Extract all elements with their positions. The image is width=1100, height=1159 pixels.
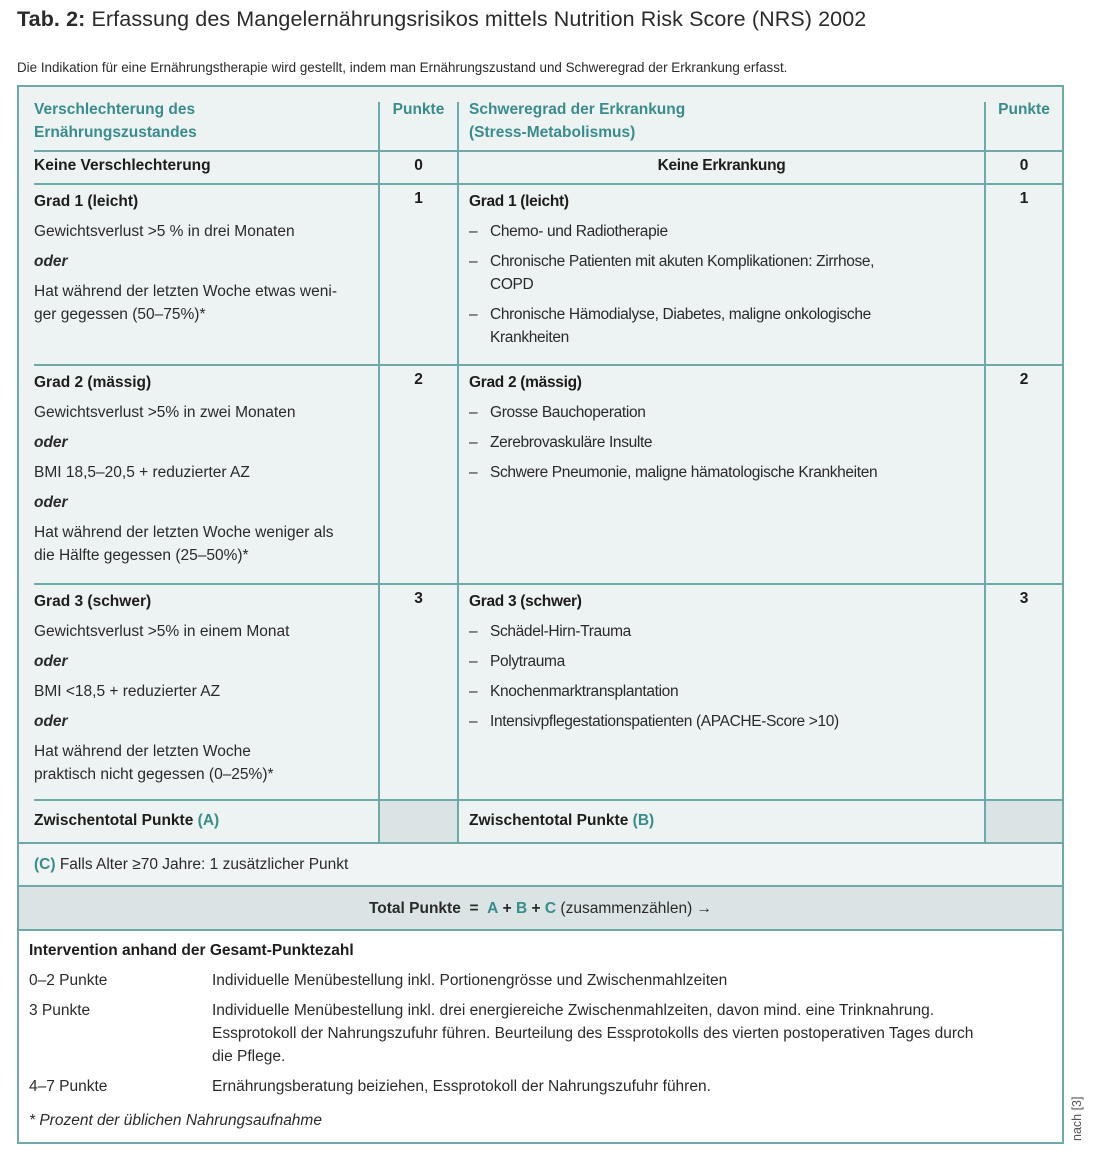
header-right-line2: (Stress-Metabolismus) [469, 124, 636, 141]
row-divider [19, 885, 1062, 887]
intervention-row [29, 999, 1054, 1068]
header-right-line1: Schweregrad der Erkrankung [469, 101, 686, 118]
grade2-left [34, 371, 374, 567]
intervention-text [212, 1075, 1054, 1098]
age-row-text: Falls Alter ≥70 Jahre: 1 zusätzlicher Punkt [59, 856, 349, 873]
row-divider [34, 799, 1062, 801]
total-row [19, 897, 1062, 920]
intervention-line: Essprotokoll der Nahrungszufuhr führen. Beurteilung des Essprotokolls des vierten postoperativen Tages durch [212, 1025, 974, 1042]
header-left-line2: Ernährungszustandes [34, 124, 197, 141]
dash-bullet-icon: – [469, 713, 478, 730]
total-suffix: (zusammenzählen) → [560, 900, 713, 917]
list-item-text: Grosse Bauchoperation [490, 404, 646, 421]
grade3-left [34, 590, 374, 786]
grade2-left-line: BMI 18,5–20,5 + reduzierter AZ [34, 464, 250, 481]
list-item [469, 650, 969, 673]
list-item [469, 220, 969, 243]
table-title-label: Tab. 2: [17, 7, 86, 31]
column-divider-3 [984, 151, 986, 843]
list-item-text: Chronische Patienten mit akuten Komplikationen: Zirrhose, [490, 253, 875, 270]
grade2-left-line: Gewichtsverlust >5% in zwei Monaten [34, 404, 296, 421]
nrs-table [17, 85, 1064, 1144]
grade3-left-points: 3 [414, 590, 423, 607]
intervention-row [29, 1075, 1054, 1098]
row0-right-points: 0 [1019, 157, 1029, 174]
subtotal-b-text: Zwischentotal Punkte [469, 812, 629, 829]
total-b: B [516, 900, 528, 917]
list-item [469, 431, 969, 454]
grade1-left-line: Gewichtsverlust >5 % in drei Monaten [34, 223, 295, 240]
subtotal-a-marker: (A) [197, 812, 220, 829]
intervention-line: Individuelle Menübestellung inkl. drei energiereiche Zwischenmahlzeiten, davon mind. eine Trinknahrung. [212, 1002, 935, 1019]
intervention-section [29, 939, 1054, 1130]
grade1-right [469, 190, 969, 356]
list-item [469, 680, 969, 703]
total-plus: + [531, 900, 541, 917]
list-item-text: Schwere Pneumonie, maligne hämatologische Krankheiten [490, 464, 878, 481]
dash-bullet-icon: – [469, 306, 478, 323]
grade2-left-line: die Hälfte gegessen (25–50%)* [34, 547, 249, 564]
row-divider [34, 364, 1062, 366]
oder-label: oder [34, 713, 68, 730]
grade3-left-line: Hat während der letzten Woche [34, 743, 251, 760]
grade1-left [34, 190, 374, 326]
grade1-left-line: ger gegessen (50–75%)* [34, 306, 206, 323]
total-label: Total Punkte [368, 900, 461, 917]
list-item-text: Chronische Hämodialyse, Diabetes, maligne onkologische [490, 306, 871, 323]
dash-bullet-icon: – [469, 653, 478, 670]
grade1-left-points: 1 [414, 190, 423, 207]
intervention-title: Intervention anhand der Gesamt-Punktezahl [29, 942, 354, 959]
column-divider-2 [457, 102, 459, 843]
grade2-right-points: 2 [1019, 371, 1029, 388]
age-row [34, 853, 348, 876]
total-c: C [544, 900, 557, 917]
subtotal-a-field[interactable] [380, 801, 457, 842]
intervention-line: Individuelle Menübestellung inkl. Portionengrösse und Zwischenmahlzeiten [212, 972, 728, 989]
oder-label: oder [34, 253, 68, 270]
intervention-text [212, 969, 1054, 992]
grade2-left-line: Hat während der letzten Woche weniger als [34, 524, 334, 541]
grade3-left-line: Gewichtsverlust >5% in einem Monat [34, 623, 290, 640]
age-row-marker: (C) [34, 856, 56, 873]
row0-left-points: 0 [414, 157, 423, 174]
intervention-range: 4–7 Punkte [29, 1078, 108, 1095]
list-item [469, 250, 969, 296]
dash-bullet-icon: – [469, 464, 478, 481]
intervention-range: 3 Punkte [29, 1002, 91, 1019]
subtotal-b-field[interactable] [986, 801, 1062, 842]
row0-left: Keine Verschlechterung [34, 157, 211, 174]
header-left-line1: Verschlechterung des [34, 101, 196, 118]
row0-right: Keine Erkrankung [657, 157, 786, 174]
grade2-right-title: Grad 2 (mässig) [469, 374, 582, 391]
grade3-right-points: 3 [1019, 590, 1029, 607]
subtotal-a-text: Zwischentotal Punkte [34, 812, 194, 829]
list-item-text: Chemo- und Radiotherapie [490, 223, 668, 240]
header-left-points: Punkte [392, 101, 445, 118]
row-divider [19, 842, 1062, 844]
dash-bullet-icon: – [469, 683, 478, 700]
list-item [469, 461, 969, 484]
table-subtitle: Die Indikation für eine Ernährungstherapie wird gestellt, indem man Ernährungszustand und Schweregrad der Erkrankung erfasst. [17, 60, 788, 75]
source-note: nach [3] [1070, 1096, 1084, 1141]
table-title [17, 7, 866, 32]
list-item [469, 401, 969, 424]
list-item-text: Knochenmarktransplantation [490, 683, 679, 700]
subtotal-a-label [34, 812, 219, 830]
intervention-line: Ernährungsberatung beiziehen, Essprotokoll der Nahrungszufuhr führen. [212, 1078, 711, 1095]
dash-bullet-icon: – [469, 434, 478, 451]
grade3-left-title: Grad 3 (schwer) [34, 593, 152, 610]
grade2-right [469, 371, 969, 491]
grade1-left-title: Grad 1 (leicht) [34, 193, 139, 210]
grade3-left-line: BMI <18,5 + reduzierter AZ [34, 683, 221, 700]
list-item-text: Krankheiten [490, 329, 569, 346]
dash-bullet-icon: – [469, 404, 478, 421]
list-item [469, 303, 969, 349]
header-left [34, 98, 374, 144]
total-plus: + [502, 900, 512, 917]
intervention-text [212, 999, 1054, 1068]
grade1-right-points: 1 [1019, 190, 1029, 207]
total-equals: = [469, 900, 479, 917]
grade2-left-title: Grad 2 (mässig) [34, 374, 152, 391]
total-a: A [487, 900, 499, 917]
list-item [469, 710, 969, 733]
grade3-right-title: Grad 3 (schwer) [469, 593, 582, 610]
oder-label: oder [34, 494, 68, 511]
list-item-text: Schädel-Hirn-Trauma [490, 623, 631, 640]
list-item-text: Zerebrovaskuläre Insulte [490, 434, 653, 451]
row-divider [19, 929, 1062, 931]
column-divider-1 [378, 151, 380, 843]
grade3-left-line: praktisch nicht gegessen (0–25%)* [34, 766, 274, 783]
table-title-text: Erfassung des Mangelernährungsrisikos mittels Nutrition Risk Score (NRS) 2002 [91, 7, 867, 31]
dash-bullet-icon: – [469, 253, 478, 270]
intervention-line: die Pflege. [212, 1048, 286, 1065]
oder-label: oder [34, 653, 68, 670]
intervention-range: 0–2 Punkte [29, 972, 108, 989]
oder-label: oder [34, 434, 68, 451]
grade1-left-line: Hat während der letzten Woche etwas weni- [34, 283, 337, 300]
list-item-text: Polytrauma [490, 653, 565, 670]
subtotal-b-label [469, 812, 654, 830]
row-divider [34, 583, 1062, 585]
grade3-right [469, 590, 969, 740]
grade2-left-points: 2 [414, 371, 423, 388]
header-right-points: Punkte [998, 101, 1050, 118]
list-item-text: Intensivpflegestationspatienten (APACHE-Score >10) [490, 713, 839, 730]
footnote: * Prozent der üblichen Nahrungsaufnahme [29, 1112, 322, 1129]
list-item-text: COPD [490, 276, 534, 293]
dash-bullet-icon: – [469, 623, 478, 640]
grade1-right-title: Grad 1 (leicht) [469, 193, 569, 210]
subtotal-b-marker: (B) [632, 812, 655, 829]
row-divider [34, 150, 1062, 152]
intervention-row [29, 969, 1054, 992]
dash-bullet-icon: – [469, 223, 478, 240]
header-right [469, 98, 969, 144]
list-item [469, 620, 969, 643]
row-divider [34, 183, 1062, 185]
